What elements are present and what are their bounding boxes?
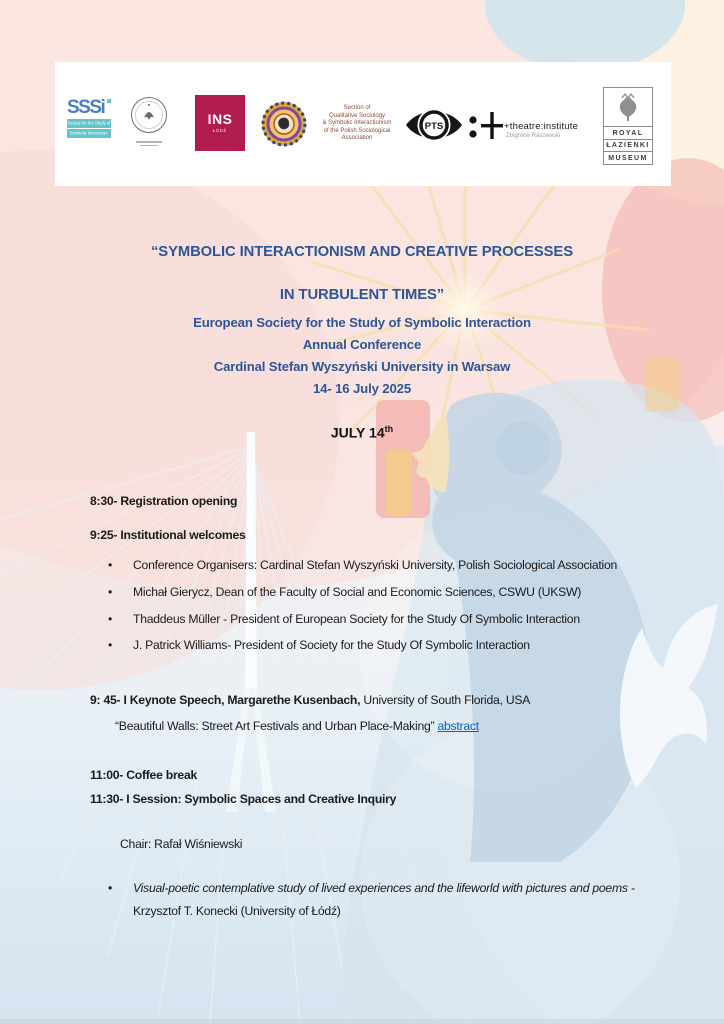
schedule-registration: 8:30- Registration opening bbox=[90, 494, 238, 508]
abstract-link[interactable]: abstract bbox=[437, 719, 479, 733]
page-bottom-edge bbox=[0, 1019, 724, 1024]
royal-line-3: MUSEUM bbox=[604, 151, 652, 164]
bullet-icon: • bbox=[108, 638, 113, 652]
schedule-session-1: 11:30- I Session: Symbolic Spaces and Creative Inquiry bbox=[90, 792, 397, 806]
theatre-institute-logo bbox=[467, 104, 607, 148]
sssi-square-icon bbox=[107, 99, 111, 103]
welcome-bullet-3: • Thaddeus Müller - President of European Society for the Study Of Symbolic Interaction bbox=[108, 612, 580, 626]
theatre-name: +theatre:institute bbox=[504, 121, 579, 132]
welcome-bullet-2: • Michał Gierycz, Dean of the Faculty of Social and Economic Sciences, CSWU (UKSW) bbox=[108, 585, 582, 599]
keynote-affiliation: University of South Florida, USA bbox=[360, 693, 531, 707]
subtitle-venue: Cardinal Stefan Wyszyński University in Warsaw bbox=[213, 359, 511, 374]
paper-title: Visual-poetic contemplative study of lived experiences and the lifeworld with pictures and poems - bbox=[133, 881, 635, 895]
lazienki-tree-icon bbox=[604, 88, 652, 126]
bullet-icon: • bbox=[108, 585, 113, 599]
sssi-caption-1: Society for the Study of bbox=[67, 121, 111, 126]
theatre-subname: Zbigniew Raszewski bbox=[506, 133, 561, 139]
day-ordinal: th bbox=[384, 424, 394, 434]
section-caption: Section of Qualitative Sociology & Symbolic Interactionism of the Polish Sociological Association bbox=[322, 105, 392, 142]
university-crest-icon bbox=[129, 96, 169, 146]
royal-line-2: ŁAZIENKI bbox=[604, 139, 652, 152]
day-heading: JULY 14th bbox=[330, 424, 394, 441]
ins-wordmark: INS bbox=[207, 110, 233, 127]
ins-city: ŁÓDŹ bbox=[213, 127, 227, 133]
sssi-logo bbox=[67, 98, 113, 138]
session-chair: Chair: Rafał Wiśniewski bbox=[120, 837, 243, 851]
paper-author: Krzysztof T. Konecki (University of Łódź) bbox=[133, 904, 341, 918]
section-seal-icon bbox=[261, 101, 307, 152]
subtitle-conference: Annual Conference bbox=[302, 337, 422, 352]
welcome-bullet-4: • J. Patrick Williams- President of Society for the Study Of Symbolic Interaction bbox=[108, 638, 530, 652]
keynote-speaker: 9: 45- I Keynote Speech, Margarethe Kusenbach, bbox=[90, 693, 361, 707]
session-paper-1 bbox=[108, 877, 656, 923]
conference-subtitle bbox=[0, 312, 724, 400]
pts-wordmark: PTS bbox=[424, 120, 444, 132]
logo-band bbox=[55, 62, 671, 186]
ins-lodz-logo bbox=[195, 95, 245, 151]
welcome-bullet-1: • Conference Organisers: Cardinal Stefan Wyszyński University, Polish Sociological Association bbox=[108, 558, 618, 572]
pts-eye-logo bbox=[405, 103, 463, 152]
keynote-title-line bbox=[115, 719, 479, 733]
royal-lazienki-logo bbox=[603, 87, 653, 165]
bullet-icon: • bbox=[108, 881, 113, 895]
conference-title-line1: “SYMBOLIC INTERACTIONISM AND CREATIVE PROCESSES bbox=[151, 244, 573, 260]
schedule-keynote bbox=[90, 693, 530, 707]
keynote-talk-title: “Beautiful Walls: Street Art Festivals and Urban Place-Making” bbox=[115, 719, 438, 733]
bullet-icon: • bbox=[108, 612, 113, 626]
sssi-caption-2: Symbolic Interaction bbox=[69, 131, 108, 136]
colon-plus-icon bbox=[467, 104, 503, 144]
subtitle-dates: 14- 16 July 2025 bbox=[312, 381, 412, 396]
schedule-welcomes: 9:25- Institutional welcomes bbox=[90, 528, 246, 542]
subtitle-society: European Society for the Study of Symbolic Interaction bbox=[193, 315, 531, 330]
royal-line-1: ROYAL bbox=[604, 126, 652, 139]
bullet-icon: • bbox=[108, 558, 113, 572]
conference-title-line2: IN TURBULENT TIMES” bbox=[279, 287, 445, 303]
crest-caption bbox=[129, 141, 169, 146]
sssi-wordmark: SSSi bbox=[67, 97, 105, 118]
schedule-coffee-break: 11:00- Coffee break bbox=[90, 768, 198, 782]
